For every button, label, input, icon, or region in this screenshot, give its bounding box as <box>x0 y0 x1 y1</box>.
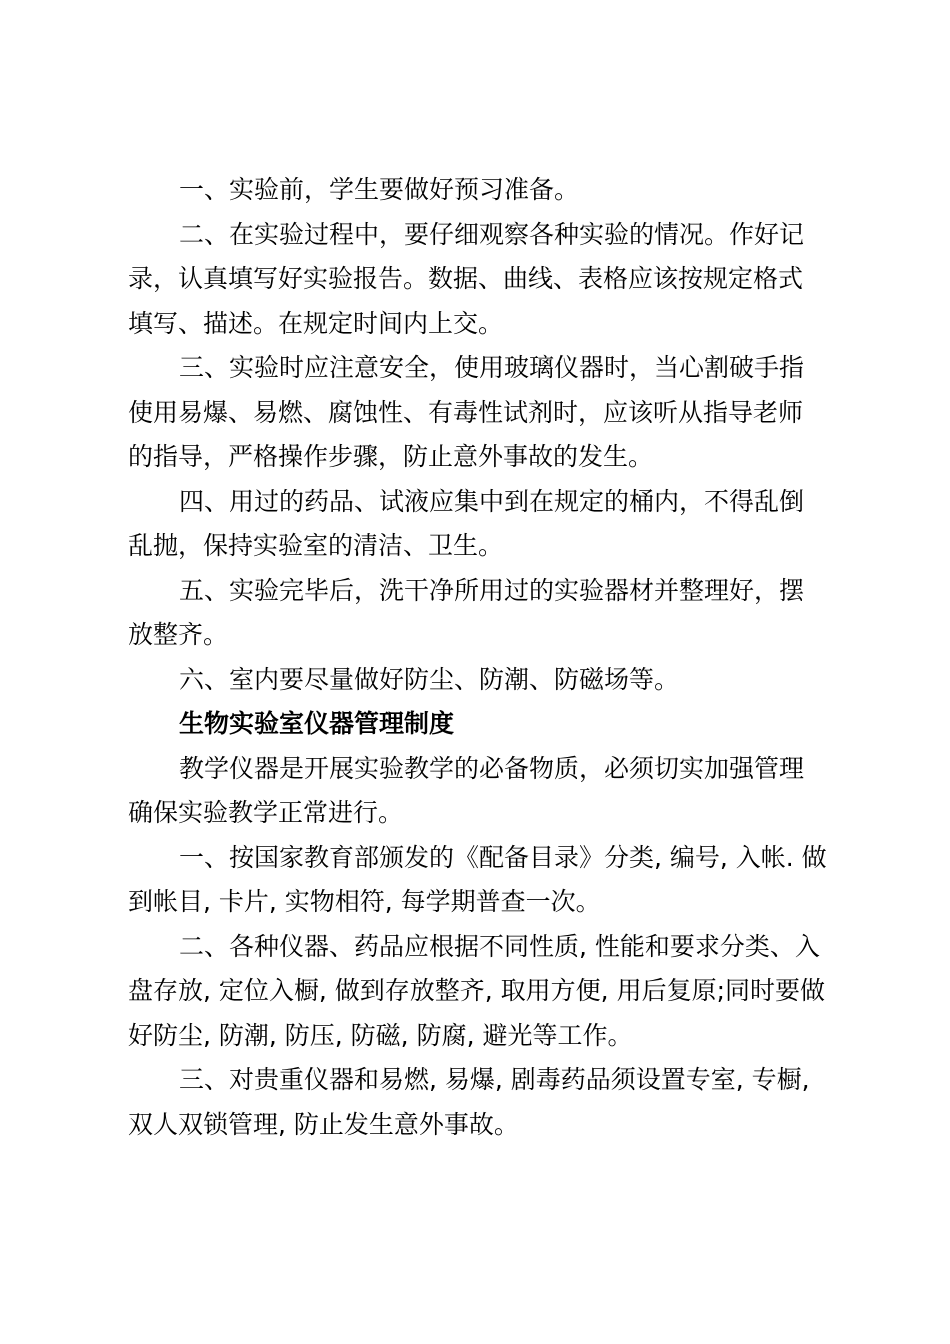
rule-3 <box>128 346 834 480</box>
rule-6-line-1: 六、室内要尽量做好防尘、防潮、防磁场等。 <box>179 664 680 694</box>
rule-4-line-1: 四、用过的药品、试液应集中到在规定的桶内，不得乱倒 <box>179 486 805 516</box>
section-title: 生物实验室仪器管理制度 <box>179 709 455 738</box>
rule-5-line-2: 放整齐。 <box>128 620 229 649</box>
rule-3-line-3: 的指导，严格操作步骤，防止意外事故的发生。 <box>128 442 654 471</box>
item-3-line-2: 双人双锁管理, 防止发生意外事故。 <box>128 1109 519 1139</box>
item-1-line-2: 到帐目, 卡片, 实物相符, 每学期普查一次。 <box>128 887 601 916</box>
rule-2-line-3: 填写、描述。在规定时间内上交。 <box>128 308 504 338</box>
item-3-line-1: 三、对贵重仪器和易燃, 易爆, 剧毒药品须设置专室, 专橱, <box>179 1065 810 1094</box>
intro-line-1: 教学仪器是开展实验教学的必备物质，必须切实加强管理 <box>179 753 805 783</box>
rule-5 <box>128 569 834 658</box>
rule-4-line-2: 乱抛，保持实验室的清洁、卫生。 <box>128 531 504 560</box>
rule-3-line-1: 三、实验时应注意安全，使用玻璃仪器时，当心割破手指 <box>179 353 805 382</box>
rule-4 <box>128 480 834 569</box>
item-2-line-2: 盘存放, 定位入橱, 做到存放整齐, 取用方便, 用后复原;同时要做 <box>128 976 825 1005</box>
rule-1 <box>128 168 834 213</box>
rule-1-line-1: 一、实验前，学生要做好预习准备。 <box>179 175 580 204</box>
intro-line-2: 确保实验教学正常进行。 <box>128 798 404 827</box>
item-1-line-1: 一、按国家教育部颁发的《配备目录》分类, 编号, 入帐. 做 <box>179 842 827 872</box>
rule-6 <box>128 658 834 703</box>
item-3 <box>128 1058 834 1147</box>
rule-3-line-2: 使用易爆、易燃、腐蚀性、有毒性试剂时，应该听从指导老师 <box>128 397 804 427</box>
item-2-line-1: 二、各种仪器、药品应根据不同性质, 性能和要求分类、入 <box>179 931 820 961</box>
item-1 <box>128 836 834 925</box>
rule-2 <box>128 213 834 347</box>
item-2-line-3: 好防尘, 防潮, 防压, 防磁, 防腐, 避光等工作。 <box>128 1020 633 1050</box>
item-2 <box>128 925 834 1059</box>
intro-paragraph <box>128 747 834 836</box>
rule-5-line-1: 五、实验完毕后，洗干净所用过的实验器材并整理好，摆 <box>179 575 805 605</box>
rule-2-line-2: 录，认真填写好实验报告。数据、曲线、表格应该按规定格式 <box>128 264 804 293</box>
document-page <box>128 168 834 1147</box>
rule-2-line-1: 二、在实验过程中，要仔细观察各种实验的情况。作好记 <box>179 219 805 249</box>
